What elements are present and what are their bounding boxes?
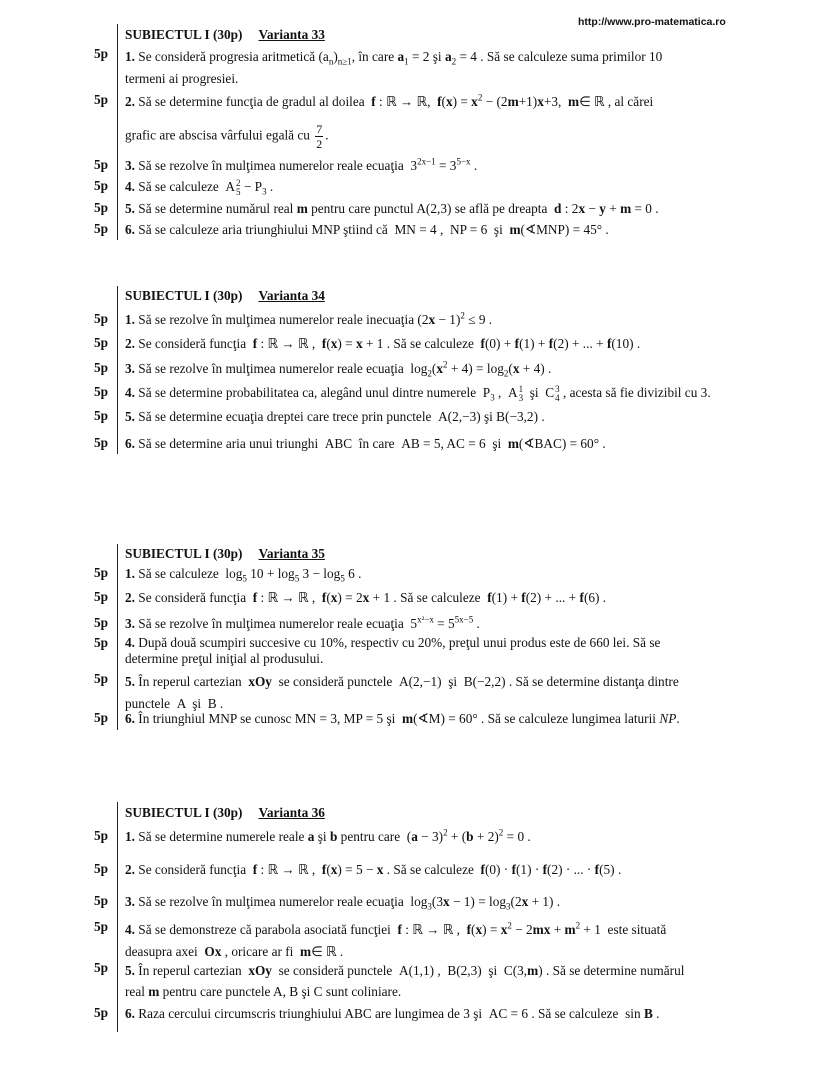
section-title [125, 805, 325, 821]
problem-text: 5. În reperul cartezian xOy se consideră punctele A(2,−1) şi B(−2,2) . Să se determine distanţa dintre punctele A şi B . [125, 674, 679, 711]
problem-text: 3. Să se rezolve în mulţimea numerelor reale ecuaţia $5^{x^2-x} = 5^{5x-5}$ . [125, 614, 480, 631]
problem-text: 4. Să se demonstreze că parabola asociată funcţiei f : ℝ → ℝ , $f(x) = x^2 - 2mx + m^2 + 1$ este situată deasupra axei Ox , oricare ar fi m∈ ℝ . [125, 920, 667, 959]
points-label: 5p [94, 178, 109, 193]
problem-text: 1. Să se rezolve în mulţimea numerelor reale inecuaţia $(2x - 1)^2 \le 9$ . [125, 310, 493, 327]
points-label: 5p [94, 589, 109, 604]
problem-text: 3. Să se rezolve în mulţimea numerelor reale ecuaţia $3^{2x-1} = 3^{5-x}$ . [125, 156, 478, 173]
problem-text: 4. După două scumpiri succesive cu 10%, respectiv cu 20%, preţul unui produs este de 660 lei. Să se determine preţul iniţial al produsului. [125, 635, 661, 666]
problem-text: 1. Să se calculeze $\log_5 10 + \log_5 3 - \log_5 6$ . [125, 566, 362, 584]
points-label: 5p [94, 435, 109, 450]
problem-text: 3. Să se rezolve în mulţimea numerelor reale ecuaţia $\log_3(3x - 1) = \log_3(2x + 1)$ . [125, 894, 561, 912]
points-label: 5p [94, 360, 109, 375]
points-label: 5p [94, 919, 109, 934]
vertical-rule [117, 802, 118, 1032]
problem-text: 6. Să se determine aria unui triunghi ABC în care AB = 5, AC = 6 şi m(∢BAC) = 60° . [125, 436, 606, 451]
problem-text: 6. Să se calculeze aria triunghiului MNP ştiind că MN = 4 , NP = 6 şi m(∢MNP) = 45° . [125, 222, 609, 237]
problem-text: 2. Se consideră funcţia f : ℝ → ℝ , f(x) = 5 − x . Să se calculeze f(0) · f(1) · f(2) · ... · f(5) . [125, 862, 622, 877]
vertical-rule [117, 286, 118, 454]
section-title [125, 288, 325, 304]
points-label: 5p [94, 861, 109, 876]
points-label: 5p [94, 200, 109, 215]
points-label: 5p [94, 565, 109, 580]
points-label: 5p [94, 408, 109, 423]
vertical-rule [117, 544, 118, 730]
problem-text: 4. Să se determine probabilitatea ca, alegând unul dintre numerele $P_3$ , A 1 3 şi C 3 4 , acesta să fie divizibil cu 3. [125, 383, 711, 403]
points-label: 5p [94, 671, 109, 686]
points-label: 5p [94, 960, 109, 975]
points-label: 5p [94, 615, 109, 630]
problem-text: 3. Să se rezolve în mulţimea numerelor reale ecuaţia $\log_2(x^2 + 4) = \log_2(x + 4)$ . [125, 359, 552, 379]
problem-text: 5. În reperul cartezian xOy se consideră punctele A(1,1) , B(2,3) şi C(3,m) . Să se determine numărul real m pentru care punctele A, B şi C sunt coliniare. [125, 963, 685, 999]
points-label: 5p [94, 384, 109, 399]
title-text: SUBIECTUL I (30p) [125, 805, 243, 820]
problem-text: 2. Să se determine funcţia de gradul al doilea f : ℝ → ℝ, $f(x) = x^2 - (2m+1)x+3$, m∈ ℝ , al cărei grafic are abscisa vârfului egală cu $\frac{7}{2}$ . [125, 92, 654, 151]
points-label: 5p [94, 221, 109, 236]
points-label: 5p [94, 635, 109, 650]
points-label: 5p [94, 1005, 109, 1020]
problem-text: 6. În triunghiul MNP se cunosc MN = 3, MP = 5 şi m(∢M) = 60° . Să se calculeze lungimea laturii NP. [125, 711, 680, 726]
problem-text: 2. Se consideră funcţia f : ℝ → ℝ , f(x) = 2x + 1 . Să se calculeze f(1) + f(2) + ... + f(6) . [125, 590, 607, 605]
section-title [125, 546, 325, 562]
points-label: 5p [94, 710, 109, 725]
title-text: SUBIECTUL I (30p) [125, 27, 243, 42]
variant-label: Varianta 35 [258, 546, 325, 561]
variant-label: Varianta 34 [258, 288, 325, 303]
points-label: 5p [94, 311, 109, 326]
problem-text: 1. Se consideră progresia aritmetică $(a_n)_{n\ge 1}$, în care $a_1 = 2$ şi $a_2 = 4$ . Să se calculeze suma primilor 10 termeni ai progresiei. [125, 49, 663, 86]
title-text: SUBIECTUL I (30p) [125, 288, 243, 303]
site-url: http://www.pro-matematica.ro [578, 16, 726, 28]
points-label: 5p [94, 46, 109, 61]
points-label: 5p [94, 335, 109, 350]
section-title [125, 27, 325, 43]
problem-text: 6. Raza cercului circumscris triunghiului ABC are lungimea de 3 şi AC = 6 . Să se calculeze sin B . [125, 1006, 660, 1021]
points-label: 5p [94, 893, 109, 908]
points-label: 5p [94, 92, 109, 107]
points-label: 5p [94, 157, 109, 172]
title-text: SUBIECTUL I (30p) [125, 546, 243, 561]
problem-text: 5. Să se determine numărul real m pentru care punctul A(2,3) se află pe dreapta d : 2x − y + m = 0 . [125, 201, 659, 216]
variant-label: Varianta 36 [258, 805, 325, 820]
points-label: 5p [94, 828, 109, 843]
problem-text: 1. Să se determine numerele reale a şi b pentru care $(a - 3)^2 + (b + 2)^2 = 0$ . [125, 827, 531, 844]
problem-text: 2. Se consideră funcţia f : ℝ → ℝ , f(x) = x + 1 . Să se calculeze f(0) + f(1) + f(2) + ... + f(10) . [125, 336, 641, 351]
problem-text: 4. Să se calculeze A 2 5 − $P_3$ . [125, 177, 274, 197]
problem-text: 5. Să se determine ecuaţia dreptei care trece prin punctele A(2,−3) şi B(−3,2) . [125, 409, 545, 424]
variant-label: Varianta 33 [258, 27, 325, 42]
vertical-rule [117, 24, 118, 240]
